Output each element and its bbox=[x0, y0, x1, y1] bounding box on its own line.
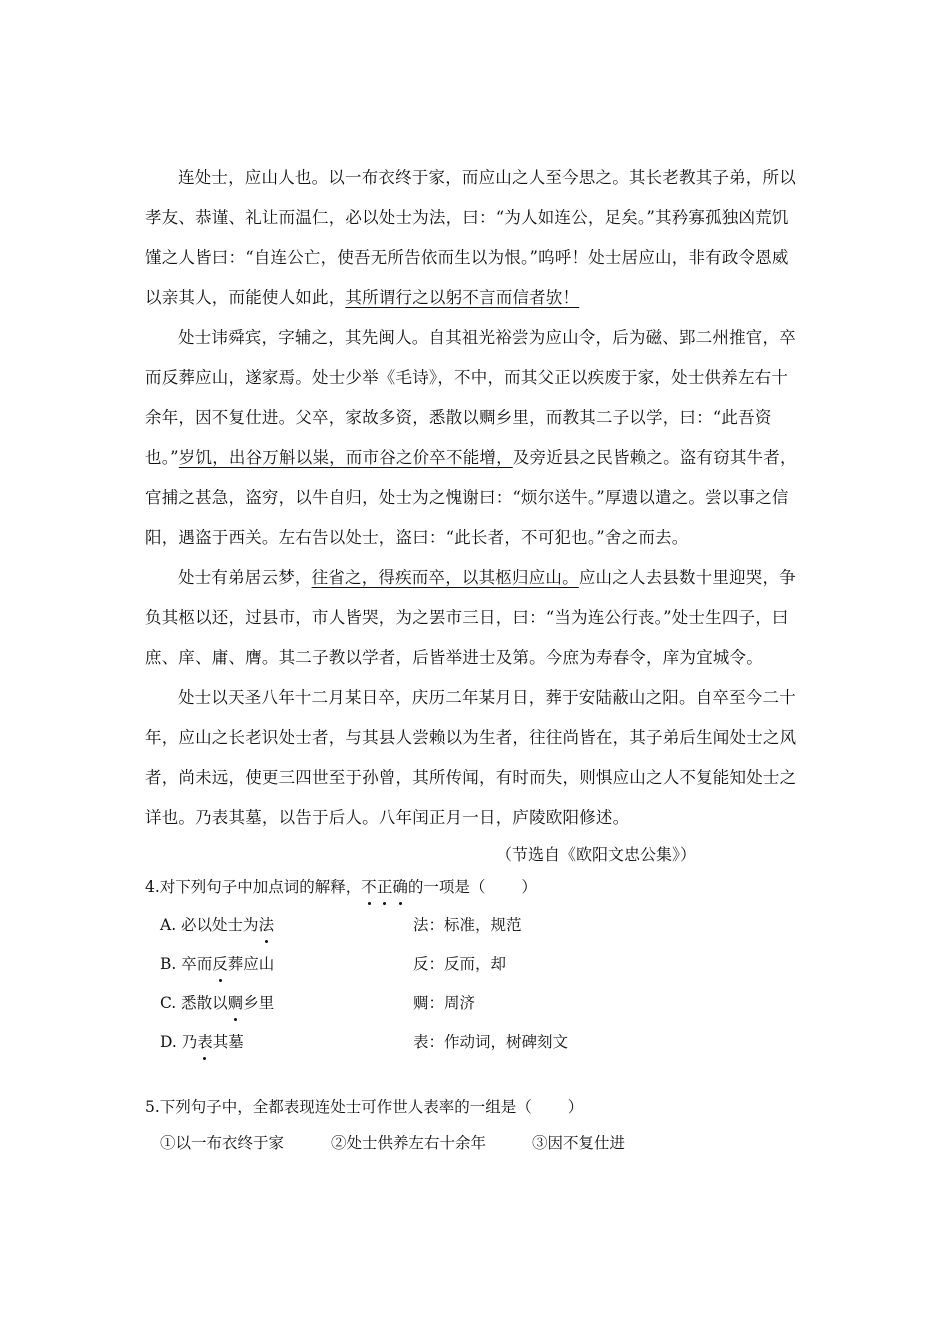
option-text: 其墓 bbox=[212, 1033, 244, 1051]
passage-line bbox=[145, 278, 810, 318]
passage-text: 处士有弟居云梦， bbox=[178, 568, 312, 587]
dotted-char: 反 bbox=[212, 951, 228, 977]
stem-text: 5.下列句子中，全都表现连处士可作世人表率的一组是（ bbox=[145, 1098, 532, 1116]
item-2: ②处士供养左右十余年 bbox=[331, 1134, 487, 1152]
passage-line bbox=[145, 558, 810, 598]
option-text: A. 必以处士为 bbox=[160, 916, 259, 934]
option-c-gloss: 赒：周济 bbox=[413, 994, 476, 1012]
passage-line: 处士讳舜宾，字辅之，其先闽人。自其祖光裕尝为应山令，后为磁、郢二州推官，卒 bbox=[178, 328, 796, 347]
passage-line: 馑之人皆曰：“自连公亡，使吾无所告依而生以为恨。”呜呼！处士居应山，非有政令恩威 bbox=[145, 248, 789, 267]
passage-line: 官捕之甚急，盗穷，以牛自归，处士为之愧谢曰：“烦尔送牛。”厚遗以遣之。尝以事之信 bbox=[145, 488, 789, 507]
passage-line: 负其柩以还，过县市，市人皆哭，为之罢市三日，曰：“当为连公行丧。”处士生四子，曰 bbox=[145, 608, 789, 627]
passage-line: 庶、庠、庸、膺。其二子教以学者，后皆举进士及第。今庶为寿春令，庠为宜城令。 bbox=[145, 648, 763, 667]
option-a-gloss: 法：标准，规范 bbox=[413, 916, 522, 934]
passage-line bbox=[145, 438, 810, 478]
dotted-char: 正 bbox=[377, 874, 393, 900]
passage-text: 及旁近县之民皆赖之。盗有窃其牛者， bbox=[512, 448, 797, 467]
source-text: （节选自《欧阳文忠公集》） bbox=[496, 845, 697, 864]
dotted-char: 不 bbox=[361, 874, 377, 900]
option-text: 乡里 bbox=[243, 994, 275, 1012]
passage-line: 阳，遇盗于西关。左右告以处士，盗曰：“此长者，不可犯也。”舍之而去。 bbox=[145, 528, 689, 547]
dotted-char: 赒 bbox=[228, 990, 244, 1016]
item-1: ①以一布衣终于家 bbox=[160, 1134, 285, 1152]
passage-line: 而反葬应山，遂家焉。处士少举《毛诗》，不中，而其父正以疾废于家，处士供养左右十 bbox=[145, 368, 789, 387]
dotted-char: 确 bbox=[392, 874, 408, 900]
option-c bbox=[160, 990, 274, 1016]
question-4-stem bbox=[145, 874, 537, 900]
option-text: B. 卒而 bbox=[160, 955, 213, 973]
dotted-char: 法 bbox=[259, 912, 275, 938]
passage-text: 以亲其人，而能使人如此， bbox=[145, 288, 346, 307]
passage-line: 年，应山之长老识处士者，与其县人尝赖以为生者，往往尚皆在，其子弟后生闻处士之风 bbox=[145, 728, 797, 747]
passage-text: 也。” bbox=[145, 448, 179, 467]
passage-line: 孝友、恭谨、礼让而温仁，必以处士为法，曰：“为人如连公，足矣。”其矜寡孤独凶荒饥 bbox=[145, 208, 789, 227]
question-5-stem bbox=[145, 1094, 583, 1120]
option-d-gloss: 表：作动词，树碑刻文 bbox=[413, 1033, 569, 1051]
stem-text: 4.对下列句子中加点词的解释， bbox=[145, 878, 362, 896]
underlined-sentence: 岁饥，出谷万斛以粜，而市谷之价卒不能增， bbox=[178, 448, 513, 467]
passage-line: 余年，因不复仕进。父卒，家故多资，悉散以赒乡里，而教其二子以学，曰：“此吾资 bbox=[145, 408, 772, 427]
option-text: 葬应山 bbox=[227, 955, 275, 973]
item-3: ③因不复仕进 bbox=[532, 1134, 626, 1152]
option-text: D. 乃 bbox=[160, 1033, 198, 1051]
passage bbox=[145, 158, 810, 838]
passage-text: 应山之人去县数十里迎哭，争 bbox=[578, 568, 796, 587]
passage-line: 者，尚未远，使更三四世至于孙曾，其所传闻，有时而失，则惧应山之人不复能知处士之 bbox=[145, 768, 797, 787]
option-a bbox=[160, 912, 274, 938]
stem-text: 的一项是（ bbox=[407, 878, 486, 896]
option-d bbox=[160, 1029, 244, 1055]
passage-line: 处士以天圣八年十二月某日卒，庆历二年某月日，葬于安陆蔽山之阳。自卒至今二十 bbox=[178, 688, 796, 707]
option-b-gloss: 反：反而，却 bbox=[413, 955, 507, 973]
option-text: C. 悉散以 bbox=[160, 994, 228, 1012]
passage-line: 连处士，应山人也。以一布衣终于家，而应山之人至今思之。其长老教其子弟，所以 bbox=[178, 168, 796, 187]
dotted-char: 表 bbox=[197, 1029, 213, 1055]
passage-line: 详也。乃表其墓，以告于后人。八年闰正月一日，庐陵欧阳修述。 bbox=[145, 808, 630, 827]
passage-source bbox=[0, 840, 950, 870]
option-b bbox=[160, 951, 274, 977]
underlined-sentence: 往省之，得疾而卒，以其柩归应山。 bbox=[311, 568, 579, 587]
underlined-sentence: 其所谓行之以躬不言而信者欤！ bbox=[345, 288, 580, 307]
stem-text: ） bbox=[521, 878, 537, 896]
stem-text: ） bbox=[567, 1098, 584, 1116]
